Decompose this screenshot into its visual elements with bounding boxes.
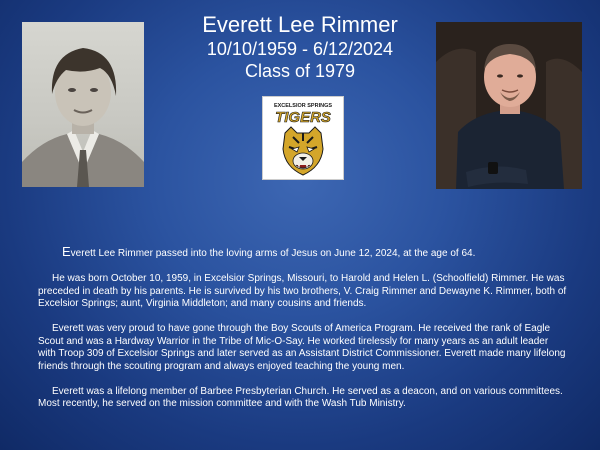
- obituary-paragraph-1-text: verett Lee Rimmer passed into the loving arms of Jesus on June 12, 2024, at the age of 64.: [70, 248, 476, 259]
- obituary-paragraph-3: Everett was very proud to have gone through the Boy Scouts of America Program. He received the rank of Eagle Scout and was a Hardway Warrior in the Tribe of Mic-O-Say. He worked tirelessly for many years as an adult leader with Troop 309 of Excelsior Springs and later served as an Assistant District Commissioner. Everett made many lifelong friends through the scouting program and always enjoyed teaching the young men.: [38, 323, 566, 372]
- logo-main-text: TIGERS: [275, 109, 331, 126]
- title-block: [150, 12, 450, 82]
- obituary-paragraph-1: [38, 246, 568, 261]
- logo-top-text: EXCELSIOR SPRINGS: [273, 103, 333, 109]
- class-year: Class of 1979: [244, 61, 356, 81]
- yearbook-portrait-image: [22, 22, 144, 187]
- obituary-paragraph-2: He was born October 10, 1959, in Excelsior Springs, Missouri, to Harold and Helen L. (Schoolfield) Rimmer. He was preceded in death by his parents. He is survived by his two brothers, V. Craig Rimmer and Dewayne K. Rimmer, both of Excelsior Springs; aunt, Virginia Middleton; and many cousins and friends.: [38, 273, 567, 309]
- dropcap-letter: E: [62, 244, 71, 259]
- person-name: Everett Lee Rimmer: [202, 12, 398, 37]
- obituary-text: [38, 246, 568, 423]
- life-dates: 10/10/1959 - 6/12/2024: [206, 39, 394, 59]
- recent-portrait-image: [436, 22, 582, 189]
- tigers-logo: [262, 96, 344, 180]
- yearbook-photo: [22, 22, 144, 187]
- tiger-logo-icon: [263, 97, 343, 179]
- obituary-paragraph-4: Everett was a lifelong member of Barbee Presbyterian Church. He served as a deacon, and on various committees. Most recently, he served on the mission committee and with the Wash Tub Ministry.: [38, 385, 563, 409]
- recent-photo: [436, 22, 582, 189]
